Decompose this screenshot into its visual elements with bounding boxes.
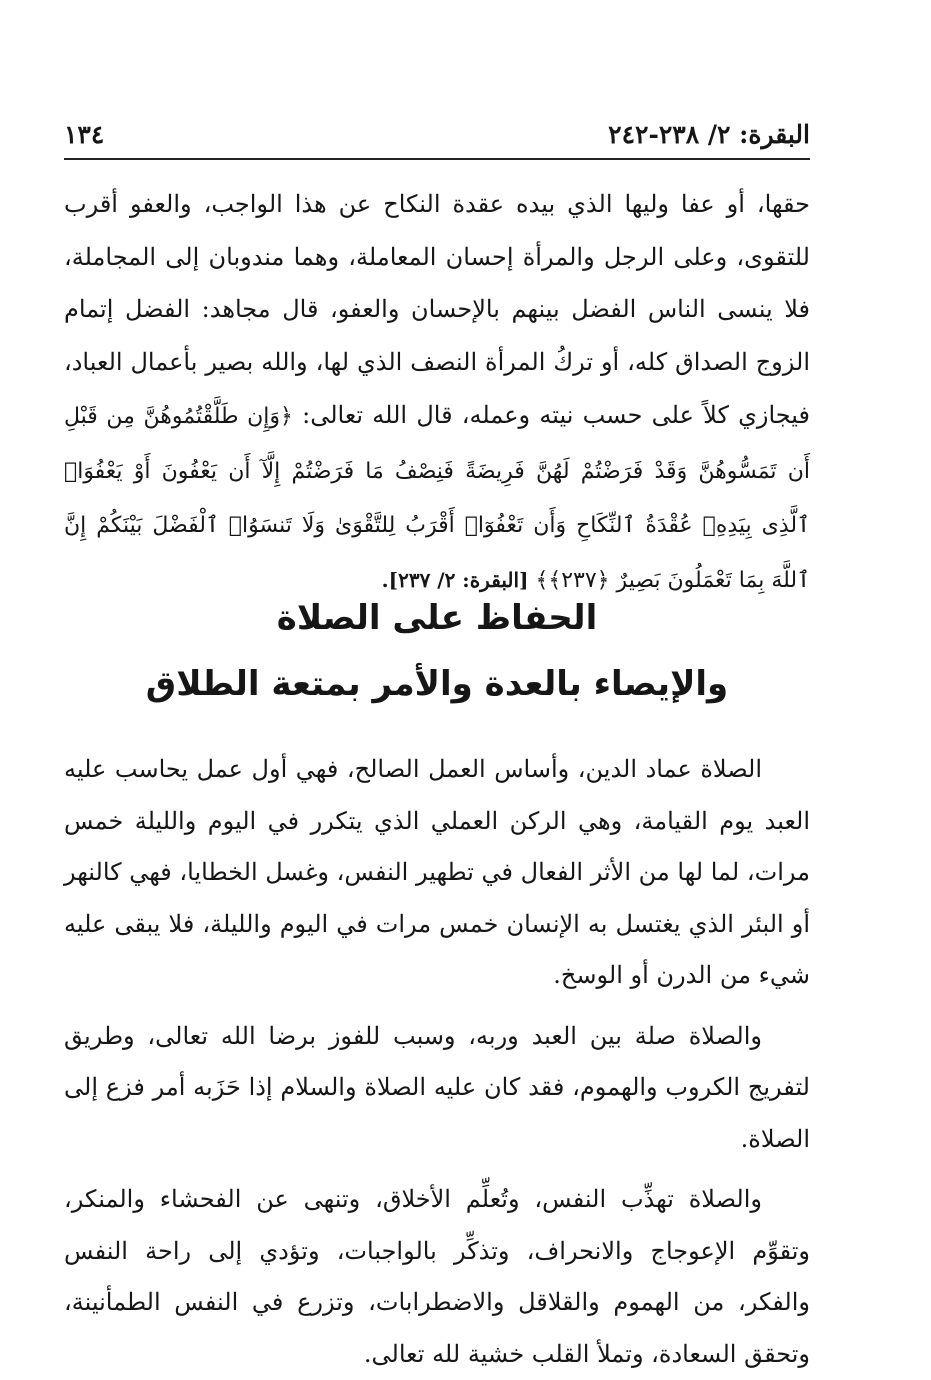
- section-paragraph: والصلاة تهذِّب النفس، وتُعلِّم الأخلاق، وتنهى عن الفحشاء والمنكر، وتقوِّم الإعوجاج والانحراف، وتذكِّر بالواجبات، وتؤدي إلى راحة النفس والفكر، من الهموم والقلاقل والاضطرابات، وتزرع في النفس الطمأنينة، وتحقق السعادة، وتملأ القلب خشية لله تعالى.: [64, 1185, 810, 1368]
- intro-text: حقها، أو عفا وليها الذي بيده عقدة النكاح عن هذا الواجب، والعفو أقرب للتقوى، وعلى الرجل والمرأة إحسان المعاملة، وهما مندوبان إلى المجاملة، فلا ينسى الناس الفضل بينهم بالإحسان والعفو، قال مجاهد: الفضل إتمام الزوج الصداق كله، أو تركُ المرأة النصف الذي لها، والله بصير بأعمال العباد، فيجازي كلاً على حسب نيته وعمله، قال الله تعالى:: [64, 190, 810, 429]
- page-number: ١٣٤: [64, 120, 105, 149]
- section-body: [64, 744, 810, 1380]
- intro-paragraph: [64, 178, 810, 608]
- quran-verse: ﴿وَإِن طَلَّقْتُمُوهُنَّ مِن قَبْلِ أَن تَمَسُّوهُنَّ وَقَدْ فَرَضْتُمْ لَهُنَّ فَرِيضَةً فَنِصْفُ مَا فَرَضْتُمْ إِلَّآ أَن يَعْفُونَ أَوْ يَعْفُوَا۟ ٱلَّذِى بِيَدِهِۦ عُقْدَةُ ٱلنِّكَاحِ وَأَن تَعْفُوٓا۟ أَقْرَبُ لِلتَّقْوَىٰ وَلَا تَنسَوُا۟ ٱلْفَضْلَ بَيْنَكُمْ إِنَّ ٱللَّهَ بِمَا تَعْمَلُونَ بَصِيرٌ ﴿٢٣٧﴾﴾: [64, 403, 810, 593]
- section-title-line-1: الحفاظ على الصلاة: [276, 598, 598, 638]
- verse-reference: [البقرة: ٢/ ٢٣٧].: [381, 567, 536, 592]
- intro-text-block: [64, 178, 810, 608]
- section-paragraph: والصلاة صلة بين العبد وربه، وسبب للفوز برضا الله تعالى، وطريق لتفريج الكروب والهموم، فقد كان عليه الصلاة والسلام إذا حَزَبه أمر فزع إلى الصلاة.: [64, 1021, 810, 1153]
- running-title: البقرة: ٢/ ٢٣٨-٢٤٢: [608, 120, 810, 149]
- section-title-line-2: والإيصاء بالعدة والأمر بمتعة الطلاق: [145, 664, 729, 704]
- section-paragraph: الصلاة عماد الدين، وأساس العمل الصالح، فهي أول عمل يحاسب عليه العبد يوم القيامة، وهي الركن العملي الذي يتكرر في اليوم والليلة خمس مرات، لما لها من الأثر الفعال في تطهير النفس، وغسل الخطايا، فهي كالنهر أو البئر الذي يغتسل به الإنسان خمس مرات في اليوم والليلة، فلا يبقى عليه شيء من الدرن أو الوسخ.: [64, 755, 810, 989]
- page-header: [64, 112, 810, 160]
